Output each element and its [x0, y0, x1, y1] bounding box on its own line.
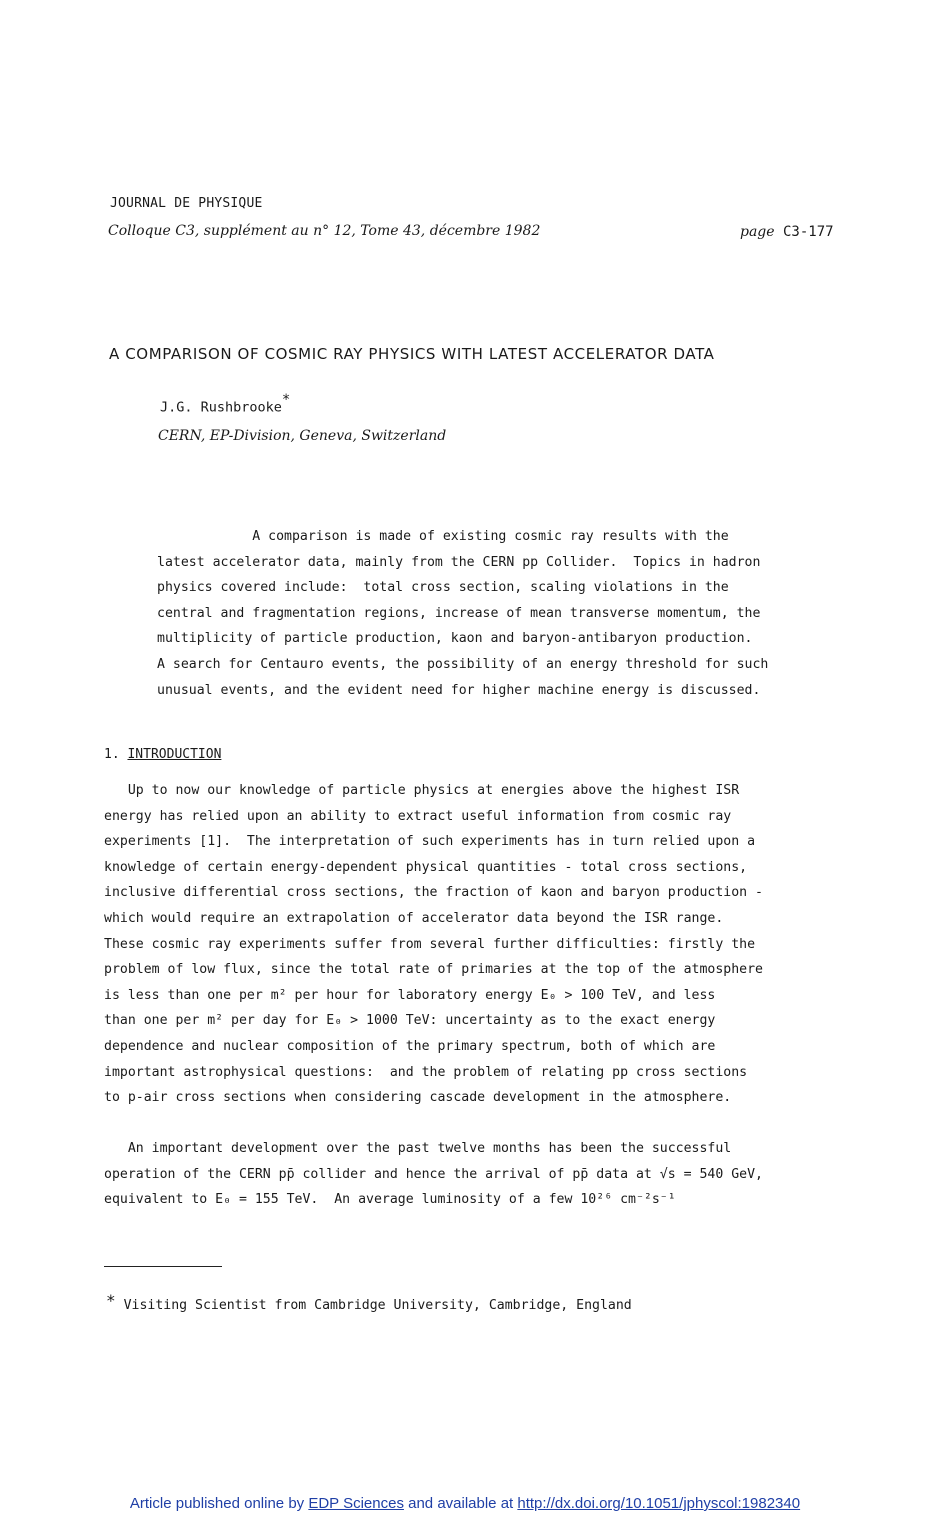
abstract-line: multiplicity of particle production, kaon and baryon-antibaryon production.: [157, 631, 753, 647]
section-number: 1.: [104, 747, 120, 762]
author-affiliation: CERN, EP-Division, Geneva, Switzerland: [158, 428, 447, 444]
abstract: [157, 524, 857, 703]
author-footnote-mark: *: [281, 392, 291, 408]
section-heading: [104, 747, 221, 762]
body-line: is less than one per m² per hour for laboratory energy E₀ > 100 TeV, and less: [104, 987, 716, 1003]
colloque-info: Colloque C3, supplément au n° 12, Tome 43, décembre 1982: [108, 223, 541, 239]
body-line: important astrophysical questions: and the problem of relating pp cross sections: [104, 1064, 748, 1080]
abstract-line: latest accelerator data, mainly from the CERN pp Collider. Topics in hadron: [157, 554, 761, 570]
body-line: which would require an extrapolation of accelerator data beyond the ISR range.: [104, 910, 724, 926]
doi-link[interactable]: http://dx.doi.org/10.1051/jphyscol:1982340: [517, 1495, 801, 1512]
author-name: J.G. Rushbrooke: [160, 399, 282, 416]
body-line: operation of the CERN pp̄ collider and hence the arrival of pp̄ data at √s = 540 GeV,: [104, 1166, 763, 1182]
body-line: knowledge of certain energy-dependent physical quantities - total cross sections,: [104, 859, 748, 875]
body-line: An important development over the past twelve months has been the successful: [104, 1141, 732, 1156]
page-number: C3-177: [783, 224, 834, 240]
page-label: page: [740, 224, 775, 240]
footnote-text: Visiting Scientist from Cambridge University, Cambridge, England: [123, 1298, 632, 1313]
abstract-line: A comparison is made of existing cosmic ray results with the: [157, 529, 729, 544]
abstract-line: central and fragmentation regions, increase of mean transverse momentum, the: [157, 605, 761, 621]
section-title: INTRODUCTION: [127, 747, 222, 762]
publisher-link[interactable]: EDP Sciences: [308, 1495, 404, 1512]
publication-notice: [0, 1495, 930, 1512]
paper-title: A COMPARISON OF COSMIC RAY PHYSICS WITH LATEST ACCELERATOR DATA: [109, 345, 715, 363]
notice-middle: and available at: [403, 1495, 518, 1512]
body-line: equivalent to E₀ = 155 TeV. An average luminosity of a few 10²⁶ cm⁻²s⁻¹: [104, 1192, 676, 1208]
body-line: dependence and nuclear composition of the primary spectrum, both of which are: [104, 1038, 716, 1054]
introduction-paragraph-2: [104, 1136, 844, 1213]
body-line: inclusive differential cross sections, the fraction of kaon and baryon production -: [104, 885, 763, 901]
abstract-line: A search for Centauro events, the possibility of an energy threshold for such: [157, 656, 769, 672]
introduction-paragraph-1: [104, 778, 844, 1111]
footnote-mark: *: [106, 1291, 116, 1310]
body-line: to p-air cross sections when considering cascade development in the atmosphere.: [104, 1090, 732, 1106]
abstract-line: unusual events, and the evident need for higher machine energy is discussed.: [157, 682, 761, 698]
footnote-rule: [104, 1266, 222, 1267]
notice-prefix: Article published online by: [129, 1495, 309, 1512]
body-line: than one per m² per day for E₀ > 1000 TeV: uncertainty as to the exact energy: [104, 1013, 716, 1029]
footnote: [106, 1291, 632, 1313]
journal-name: JOURNAL DE PHYSIQUE: [110, 196, 263, 211]
body-line: experiments [1]. The interpretation of such experiments has in turn relied upon a: [104, 834, 756, 850]
body-line: Up to now our knowledge of particle physics at energies above the highest ISR: [104, 783, 740, 798]
body-line: energy has relied upon an ability to extract useful information from cosmic ray: [104, 808, 732, 824]
page-number-block: [740, 224, 834, 240]
body-line: problem of low flux, since the total rate of primaries at the top of the atmosphere: [104, 962, 763, 978]
author-line: [160, 394, 290, 416]
body-line: These cosmic ray experiments suffer from several further difficulties: firstly the: [104, 936, 756, 952]
abstract-line: physics covered include: total cross section, scaling violations in the: [157, 580, 729, 596]
